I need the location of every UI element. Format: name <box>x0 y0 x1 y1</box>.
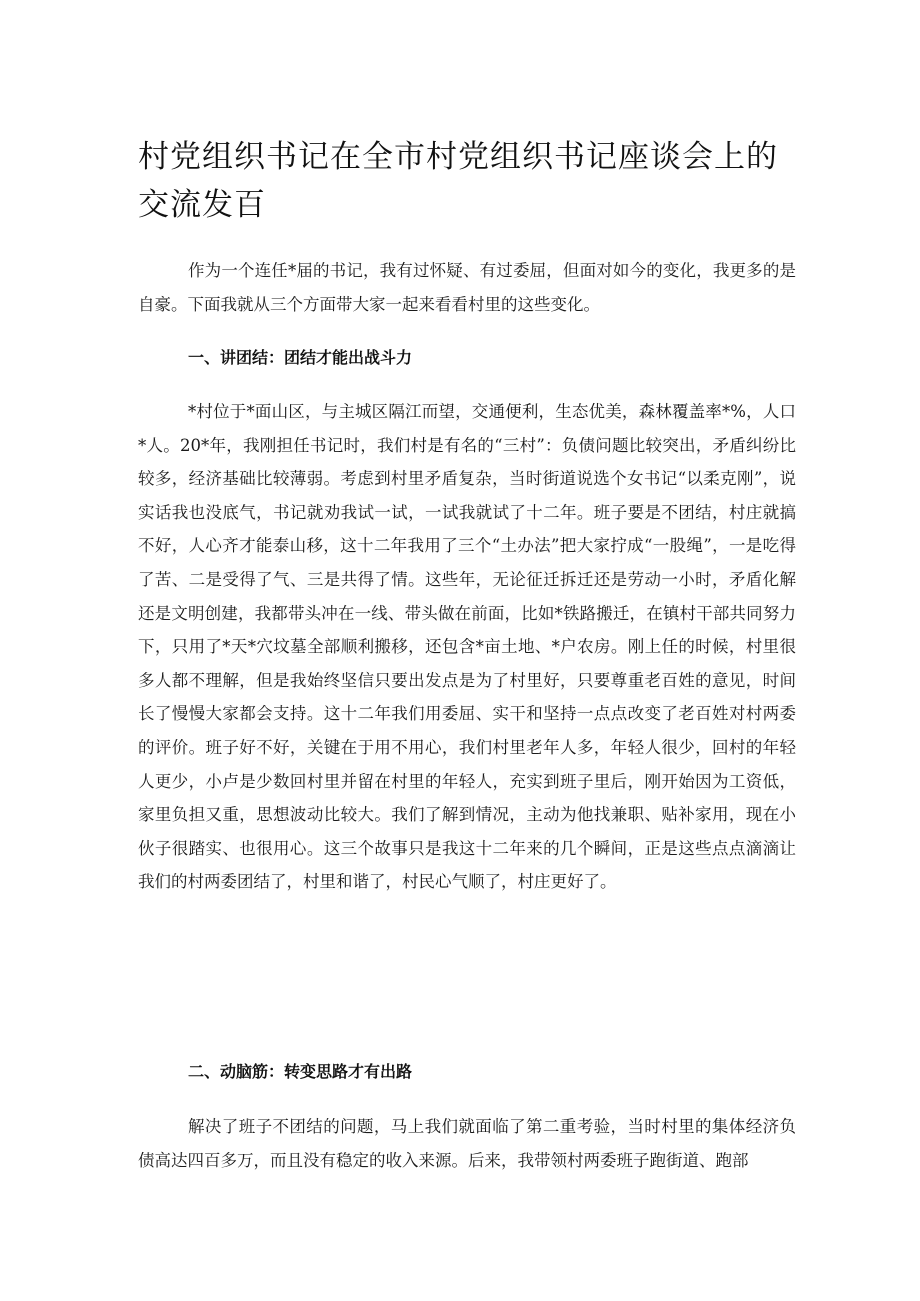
intro-paragraph: 作为一个连任*届的书记，我有过怀疑、有过委屈，但面对如今的变化，我更多的是自豪。下面我就从三个方面带大家一起来看看村里的这些变化。 <box>138 261 796 314</box>
document-title: 村党组织书记在全市村党组织书记座谈会上的交流发百 <box>138 139 778 223</box>
section-paragraph-2: 解决了班子不团结的问题，马上我们就面临了第二重考验，当时村里的集体经济负债高达四百多万，而且没有稳定的收入来源。后来，我带领村两委班子跑街道、跑部 <box>138 1117 796 1170</box>
section-paragraph-1: *村位于*面山区，与主城区隔江而望，交通便利，生态优美，森林覆盖率*%，人口*人。20*年，我刚担任书记时，我们村是有名的“三村”：负债问题比较突出，矛盾纠纷比较多，经济基础比较薄弱。考虑到村里矛盾复杂，当时街道说选个女书记“以柔克刚”，说实话我也没底气，书记就劝我试一试，一试我就试了十二年。班子要是不团结，村庄就搞不好，人心齐才能泰山移，这十二年我用了三个“土办法”把大家拧成“一股绳”，一是吃得了苦、二是受得了气、三是共得了情。这些年，无论征迁拆迁还是劳动一小时，矛盾化解还是文明创建，我都带头冲在一线、带头做在前面，比如*铁路搬迁，在镇村干部共同努力下，只用了*天*穴坟墓全部顺利搬移，还包含*亩土地、*户农房。刚上任的时候，村里很多人都不理解，但是我始终坚信只要出发点是为了村里好，只要尊重老百姓的意见，时间长了慢慢大家都会支持。这十二年我们用委屈、实干和坚持一点点改变了老百姓对村两委的评价。班子好不好，关键在于用不用心，我们村里老年人多，年轻人很少，回村的年轻人更少，小卢是少数回村里并留在村里的年轻人，充实到班子里后，刚开始因为工资低，家里负担又重，思想波动比较大。我们了解到情况，主动为他找兼职、贴补家用，现在小伙子很踏实、也很用心。这三个故事只是我这十二年来的几个瞬间，正是这些点点滴滴让我们的村两委团结了，村里和谐了，村民心气顺了，村庄更好了。 <box>138 402 796 892</box>
section-heading-1: 一、讲团结：团结才能出战斗力 <box>188 348 413 367</box>
section-heading-2: 二、动脑筋：转变思路才有出路 <box>188 1062 413 1081</box>
